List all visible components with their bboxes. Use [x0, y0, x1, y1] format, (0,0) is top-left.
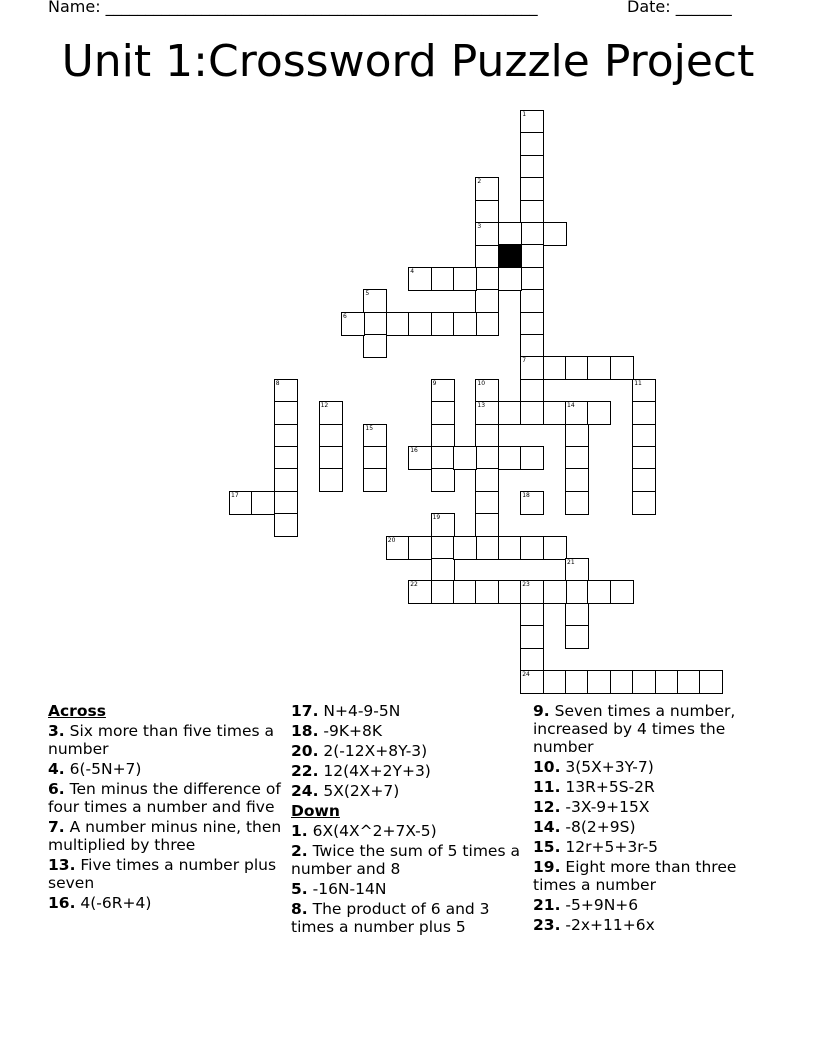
crossword-cell[interactable] [319, 401, 343, 425]
crossword-cell[interactable] [431, 379, 455, 403]
crossword-cell[interactable] [543, 222, 567, 246]
crossword-cell[interactable] [431, 513, 455, 537]
clues-column-2 [291, 702, 527, 938]
crossword-cell[interactable] [431, 580, 455, 604]
clue-number-label: 13 [477, 402, 486, 410]
crossword-cell[interactable] [632, 468, 656, 492]
crossword-cell[interactable] [520, 401, 544, 425]
clue-number: 5. [291, 880, 308, 898]
clue-number: 10. [533, 758, 561, 776]
crossword-cell[interactable] [475, 222, 499, 246]
clue-number: 11. [533, 778, 561, 796]
clue-number-label: 8 [275, 379, 280, 387]
clue-number: 3. [48, 722, 65, 740]
crossword-cell[interactable] [363, 289, 387, 313]
crossword-cell[interactable] [431, 401, 455, 425]
crossword-cell[interactable] [520, 379, 544, 403]
clues-column-1 [48, 702, 284, 914]
clue-number-label: 5 [365, 290, 370, 298]
clue-item [291, 842, 527, 878]
clue-item [533, 798, 769, 816]
crossword-cell[interactable] [475, 424, 499, 448]
crossword-cell[interactable] [431, 446, 455, 470]
clue-text: -16N-14N [307, 880, 387, 898]
crossword-cell[interactable] [274, 401, 298, 425]
page-title: Unit 1:Crossword Puzzle Project [61, 36, 755, 87]
crossword-cell[interactable] [453, 536, 477, 560]
clue-number-label: 23 [522, 581, 530, 589]
crossword-cell[interactable] [520, 625, 544, 649]
crossword-cell[interactable] [453, 267, 477, 291]
clue-number-label: 14 [567, 402, 575, 410]
crossword-cell[interactable] [408, 312, 432, 336]
crossword-cell[interactable] [520, 670, 544, 694]
clue-text: Twice the sum of 5 times a number and 8 [291, 842, 520, 878]
clue-item [291, 742, 527, 760]
clue-text: 12(4X+2Y+3) [318, 762, 431, 780]
crossword-cell[interactable] [543, 580, 567, 604]
clue-text: Six more than five times a number [48, 722, 275, 758]
crossword-cell[interactable] [229, 491, 253, 515]
crossword-cell[interactable] [520, 580, 544, 604]
crossword-cell[interactable] [475, 244, 499, 268]
crossword-cell[interactable] [475, 289, 499, 313]
crossword-cell[interactable] [520, 312, 544, 336]
clue-item [291, 702, 527, 720]
crossword-cell[interactable] [520, 356, 544, 380]
clue-number-label: 7 [522, 357, 527, 365]
clue-number-label: 15 [365, 424, 374, 432]
clue-text: Eight more than three times a number [533, 858, 737, 894]
clue-number: 2. [291, 842, 308, 860]
crossword-cell[interactable] [274, 379, 298, 403]
clue-text: 2(-12X+8Y-3) [318, 742, 428, 760]
clue-number-label: 3 [477, 223, 482, 230]
clue-text: -8(2+9S) [560, 818, 636, 836]
crossword-cell[interactable] [498, 401, 522, 425]
clue-number-label: 18 [522, 491, 530, 499]
down-heading: Down [291, 802, 340, 820]
clue-text: 6(-5N+7) [64, 760, 142, 778]
crossword-cell[interactable] [363, 446, 387, 470]
clue-item [48, 856, 284, 892]
clue-number: 9. [533, 702, 550, 720]
crossword-cell[interactable] [319, 424, 343, 448]
crossword-cell[interactable] [520, 177, 544, 201]
clue-number: 18. [291, 722, 319, 740]
crossword-cell[interactable] [408, 267, 432, 291]
crossword-cell[interactable] [274, 424, 298, 448]
crossword-cell[interactable] [587, 401, 611, 425]
clue-number: 7. [48, 818, 65, 836]
crossword-cell[interactable] [565, 401, 589, 425]
crossword-cell[interactable] [498, 580, 522, 604]
crossword-cell[interactable] [431, 267, 455, 291]
clue-number: 1. [291, 822, 308, 840]
crossword-cell[interactable] [386, 312, 410, 336]
clue-number-label: 10 [477, 379, 486, 387]
clue-number-label: 16 [410, 447, 418, 454]
crossword-cell[interactable] [543, 536, 567, 560]
clue-text: -3X-9+15X [560, 798, 650, 816]
blocked-cell [498, 244, 522, 268]
clue-text: Five times a number plus seven [48, 856, 277, 892]
clue-item [533, 758, 769, 776]
clue-number: 14. [533, 818, 561, 836]
crossword-cell[interactable] [520, 244, 544, 268]
crossword-cell[interactable] [543, 670, 567, 694]
crossword-cell[interactable] [431, 312, 455, 336]
crossword-cell[interactable] [274, 491, 298, 515]
crossword-cell[interactable] [655, 670, 679, 694]
clue-item [291, 822, 527, 840]
crossword-cell[interactable] [475, 513, 499, 537]
crossword-cell[interactable] [431, 536, 455, 560]
clue-number: 12. [533, 798, 561, 816]
clue-number: 19. [533, 858, 561, 876]
crossword-cell[interactable] [520, 110, 544, 134]
crossword-cell[interactable] [274, 513, 298, 537]
clue-number: 8. [291, 900, 308, 918]
crossword-cell[interactable] [431, 468, 455, 492]
clue-item [48, 894, 284, 912]
clue-text: Ten minus the difference of four times a number and five [48, 780, 281, 816]
clue-item [291, 782, 527, 800]
crossword-cell[interactable] [475, 536, 499, 560]
crossword-cell[interactable] [565, 356, 589, 380]
crossword-cell[interactable] [610, 356, 634, 380]
crossword-cell[interactable] [251, 491, 275, 515]
clue-item [533, 896, 769, 914]
clue-number: 24. [291, 782, 319, 800]
clue-number-label: 2 [477, 178, 482, 186]
crossword-cell[interactable] [543, 401, 567, 425]
crossword-cell[interactable] [520, 289, 544, 313]
crossword-cell[interactable] [319, 446, 343, 470]
crossword-cell[interactable] [632, 670, 656, 694]
crossword-cell[interactable] [565, 580, 589, 604]
crossword-cell[interactable] [632, 446, 656, 470]
crossword-cell[interactable] [363, 312, 387, 336]
across-heading: Across [48, 702, 106, 720]
crossword-cell[interactable] [677, 670, 701, 694]
crossword-cell[interactable] [319, 468, 343, 492]
crossword-cell[interactable] [520, 155, 544, 179]
clue-text: -9K+8K [318, 722, 383, 740]
crossword-cell[interactable] [610, 580, 634, 604]
crossword-cell[interactable] [565, 491, 589, 515]
crossword-cell[interactable] [520, 446, 544, 470]
clue-number-label: 19 [432, 514, 441, 522]
crossword-cell[interactable] [431, 558, 455, 582]
crossword-cell[interactable] [632, 424, 656, 448]
crossword-cell[interactable] [520, 267, 544, 291]
clue-number: 17. [291, 702, 319, 720]
clue-text: 5X(2X+7) [318, 782, 400, 800]
crossword-cell[interactable] [565, 603, 589, 627]
crossword-cell[interactable] [587, 580, 611, 604]
clue-number: 16. [48, 894, 76, 912]
crossword-cell[interactable] [475, 401, 499, 425]
clue-number-label: 1 [522, 111, 527, 118]
crossword-cell[interactable] [632, 491, 656, 515]
clue-text: The product of 6 and 3 times a number plus 5 [291, 900, 490, 936]
crossword-cell[interactable] [475, 177, 499, 201]
clue-text: A number minus nine, then multiplied by three [48, 818, 282, 854]
crossword-cell[interactable] [453, 580, 477, 604]
crossword-cell[interactable] [565, 468, 589, 492]
crossword-cell[interactable] [520, 648, 544, 672]
clue-item [48, 780, 284, 816]
crossword-cell[interactable] [475, 379, 499, 403]
clue-item [533, 916, 769, 934]
crossword-cell[interactable] [610, 670, 634, 694]
clue-number: 21. [533, 896, 561, 914]
clue-item [48, 722, 284, 758]
crossword-cell[interactable] [453, 312, 477, 336]
clue-text: Seven times a number, increased by 4 times the number [533, 702, 736, 756]
crossword-cell[interactable] [363, 468, 387, 492]
clue-number-label: 9 [432, 379, 437, 387]
clue-number: 22. [291, 762, 319, 780]
clue-number-label: 24 [522, 671, 530, 678]
crossword-cell[interactable] [587, 670, 611, 694]
crossword-cell[interactable] [363, 334, 387, 358]
clue-text: 12r+5+3r-5 [560, 838, 659, 856]
clue-number-label: 21 [567, 559, 575, 566]
clue-item [291, 762, 527, 780]
crossword-cell[interactable] [520, 200, 544, 224]
clue-item [48, 818, 284, 854]
clue-item [533, 858, 769, 894]
clue-item [533, 778, 769, 796]
crossword-cell[interactable] [565, 446, 589, 470]
clue-text: 13R+5S-2R [560, 778, 655, 796]
crossword-cell[interactable] [565, 670, 589, 694]
crossword-cell[interactable] [565, 558, 589, 582]
clue-number-label: 4 [410, 267, 415, 275]
name-field-label: Name: ______________________________________________________ [48, 0, 538, 16]
clue-item [533, 818, 769, 836]
crossword-cell[interactable] [565, 424, 589, 448]
crossword-cell[interactable] [565, 625, 589, 649]
crossword-cell[interactable] [520, 603, 544, 627]
clue-text: -2x+11+6x [560, 916, 655, 934]
clue-number-label: 6 [343, 312, 347, 320]
clue-number: 4. [48, 760, 65, 778]
date-field-label: Date: _______ [627, 0, 732, 16]
crossword-cell[interactable] [520, 132, 544, 156]
crossword-cell[interactable] [498, 267, 522, 291]
crossword-cell[interactable] [475, 267, 499, 291]
clue-number-label: 17 [231, 491, 239, 499]
crossword-cell[interactable] [341, 312, 365, 336]
crossword-cell[interactable] [431, 424, 455, 448]
clue-text: 3(5X+3Y-7) [560, 758, 654, 776]
clue-number: 23. [533, 916, 561, 934]
clue-text: 4(-6R+4) [75, 894, 152, 912]
crossword-cell[interactable] [475, 446, 499, 470]
crossword-cell[interactable] [386, 536, 410, 560]
clue-number: 13. [48, 856, 76, 874]
crossword-cell[interactable] [632, 401, 656, 425]
crossword-cell[interactable] [475, 312, 499, 336]
crossword-cell[interactable] [453, 446, 477, 470]
crossword-cell[interactable] [475, 580, 499, 604]
crossword-cell[interactable] [475, 468, 499, 492]
crossword-cell[interactable] [408, 536, 432, 560]
crossword-cell[interactable] [520, 491, 544, 515]
crossword-cell[interactable] [520, 222, 544, 246]
clue-item [291, 880, 527, 898]
clue-item [48, 760, 284, 778]
crossword-cell[interactable] [520, 536, 544, 560]
clues-column-3 [533, 702, 769, 936]
crossword-cell[interactable] [274, 468, 298, 492]
crossword-cell[interactable] [363, 424, 387, 448]
crossword-cell[interactable] [274, 446, 298, 470]
clue-number-label: 22 [410, 581, 418, 589]
clue-item [291, 900, 527, 936]
clue-text: N+4-9-5N [318, 702, 401, 720]
crossword-cell[interactable] [587, 356, 611, 380]
crossword-cell[interactable] [498, 222, 522, 246]
crossword-cell[interactable] [408, 446, 432, 470]
clue-text: -5+9N+6 [560, 896, 639, 914]
crossword-cell[interactable] [475, 200, 499, 224]
clue-number: 15. [533, 838, 561, 856]
clue-number: 20. [291, 742, 319, 760]
clue-number: 6. [48, 780, 65, 798]
crossword-cell[interactable] [632, 379, 656, 403]
crossword-cell[interactable] [520, 334, 544, 358]
clue-number-label: 12 [320, 402, 329, 410]
crossword-cell[interactable] [699, 670, 723, 694]
crossword-cell[interactable] [543, 356, 567, 380]
clue-item [533, 838, 769, 856]
clue-item [533, 702, 769, 756]
clue-number-label: 20 [387, 536, 396, 544]
clue-text: 6X(4X^2+7X-5) [307, 822, 437, 840]
crossword-cell[interactable] [475, 491, 499, 515]
clue-item [291, 722, 527, 740]
clue-number-label: 11 [634, 379, 642, 387]
crossword-cell[interactable] [498, 446, 522, 470]
crossword-cell[interactable] [498, 536, 522, 560]
crossword-cell[interactable] [408, 580, 432, 604]
